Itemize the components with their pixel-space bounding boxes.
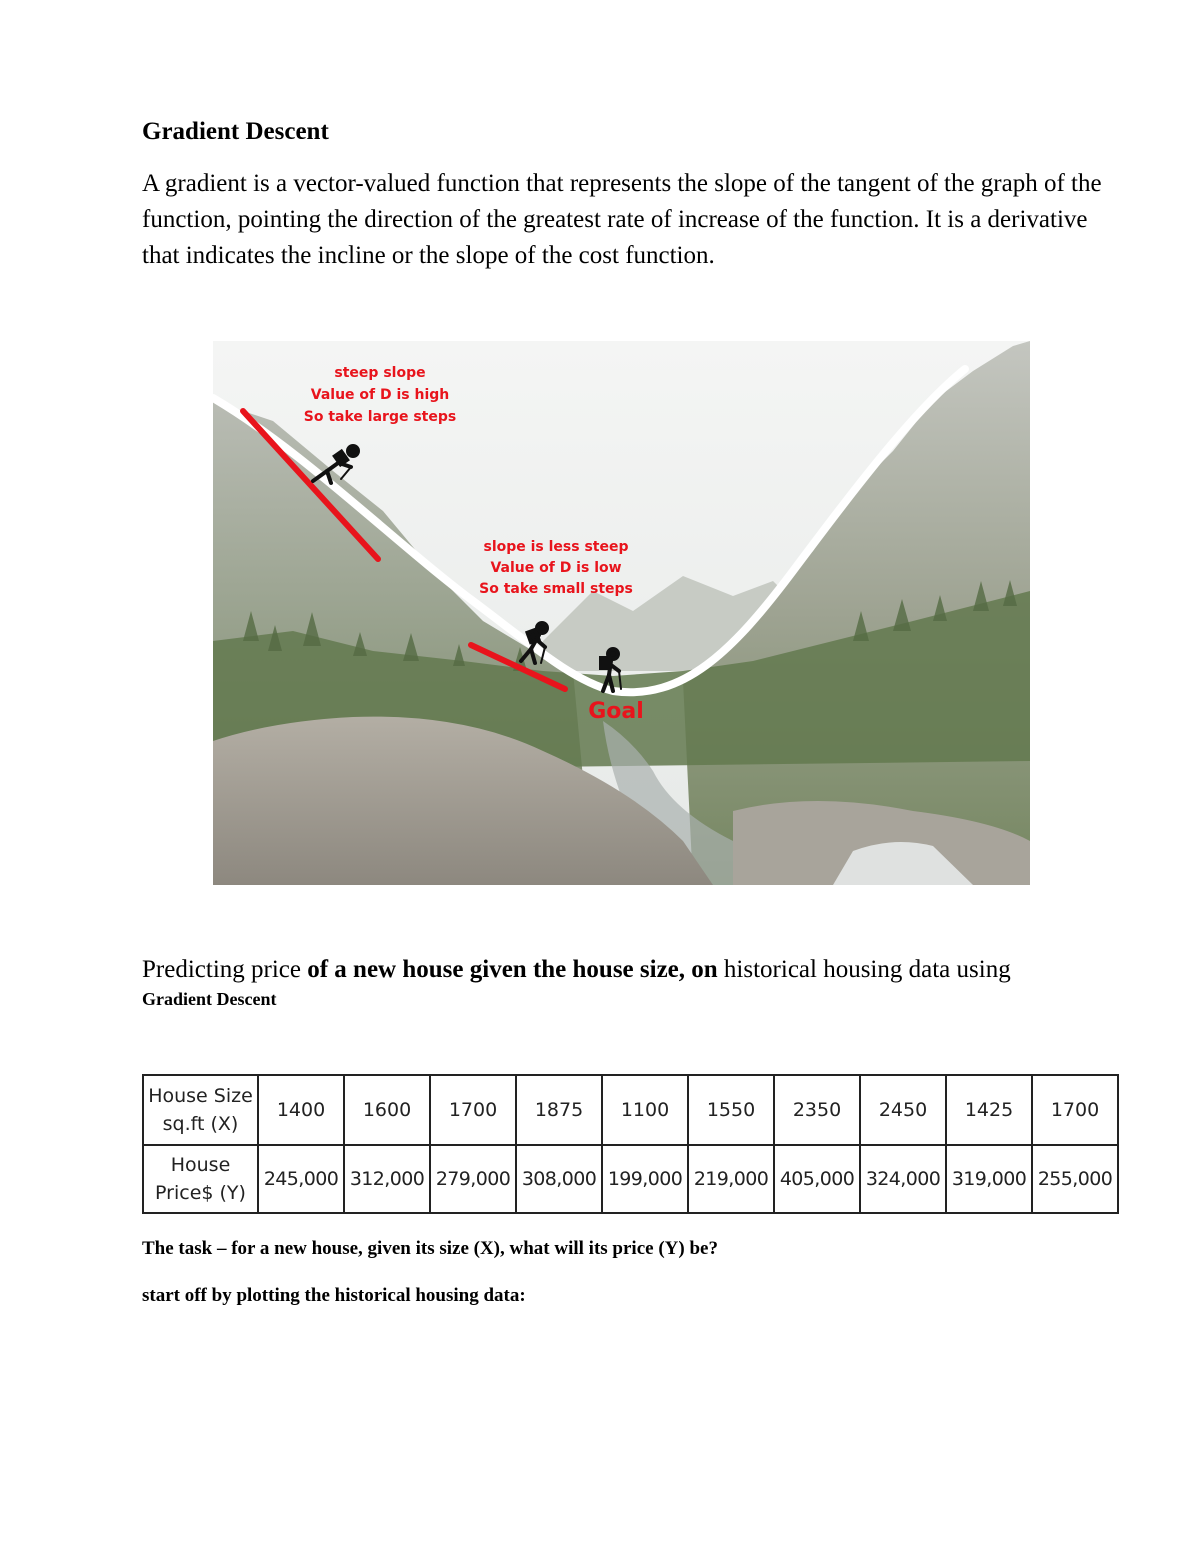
gentle-label-1: slope is less steep bbox=[483, 539, 629, 555]
price-cell: 308,000 bbox=[516, 1145, 602, 1213]
valley-scene bbox=[213, 341, 1030, 885]
price-header-line2: Price$ (Y) bbox=[155, 1182, 246, 1204]
size-cell: 1400 bbox=[258, 1075, 344, 1145]
size-cell: 2350 bbox=[774, 1075, 860, 1145]
prediction-heading-part2: of a new house given the house size, on bbox=[307, 956, 718, 983]
size-row bbox=[143, 1075, 1118, 1145]
prediction-subtitle: Gradient Descent bbox=[142, 989, 277, 1009]
price-cell: 324,000 bbox=[860, 1145, 946, 1213]
price-cell: 219,000 bbox=[688, 1145, 774, 1213]
price-cell: 319,000 bbox=[946, 1145, 1032, 1213]
steep-label-3: So take large steps bbox=[303, 409, 457, 425]
gentle-label-2: Value of D is low bbox=[490, 560, 622, 576]
section-heading: Gradient Descent bbox=[142, 118, 329, 145]
price-header-line1: House bbox=[170, 1154, 231, 1176]
size-cell: 1600 bbox=[344, 1075, 430, 1145]
intro-paragraph: A gradient is a vector-valued function that represents the slope of the tangent of the graph of the function, pointing the direction of the greatest rate of increase of the function. It is a derivative that indicates the incline or the slope of the cost function. bbox=[142, 170, 1102, 269]
size-cell: 1100 bbox=[602, 1075, 688, 1145]
price-cell: 279,000 bbox=[430, 1145, 516, 1213]
size-cell: 1425 bbox=[946, 1075, 1032, 1145]
steep-label-1: steep slope bbox=[334, 365, 426, 381]
price-cell: 245,000 bbox=[258, 1145, 344, 1213]
size-header-line2: sq.ft (X) bbox=[162, 1113, 239, 1135]
size-cell: 1875 bbox=[516, 1075, 602, 1145]
price-cell: 255,000 bbox=[1032, 1145, 1118, 1213]
size-row-header bbox=[143, 1075, 258, 1145]
housing-data-table bbox=[142, 1074, 1119, 1214]
price-cell: 312,000 bbox=[344, 1145, 430, 1213]
size-cell: 2450 bbox=[860, 1075, 946, 1145]
gentle-label-3: So take small steps bbox=[479, 581, 633, 597]
gradient-descent-illustration bbox=[213, 341, 1030, 885]
size-cell: 1700 bbox=[1032, 1075, 1118, 1145]
prediction-heading-part1: Predicting price bbox=[142, 956, 308, 983]
prediction-heading bbox=[142, 954, 1011, 986]
task-statement: The task – for a new house, given its size (X), what will its price (Y) be? bbox=[142, 1238, 718, 1259]
price-cell: 405,000 bbox=[774, 1145, 860, 1213]
prediction-heading-part3: historical housing data using bbox=[717, 956, 1011, 983]
start-instruction: start off by plotting the historical housing data: bbox=[142, 1285, 526, 1306]
size-cell: 1700 bbox=[430, 1075, 516, 1145]
price-row bbox=[143, 1145, 1118, 1213]
size-cell: 1550 bbox=[688, 1075, 774, 1145]
price-cell: 199,000 bbox=[602, 1145, 688, 1213]
goal-label: Goal bbox=[588, 699, 644, 724]
price-row-header bbox=[143, 1145, 258, 1213]
steep-label-2: Value of D is high bbox=[310, 387, 450, 403]
size-header-line1: House Size bbox=[148, 1085, 253, 1107]
